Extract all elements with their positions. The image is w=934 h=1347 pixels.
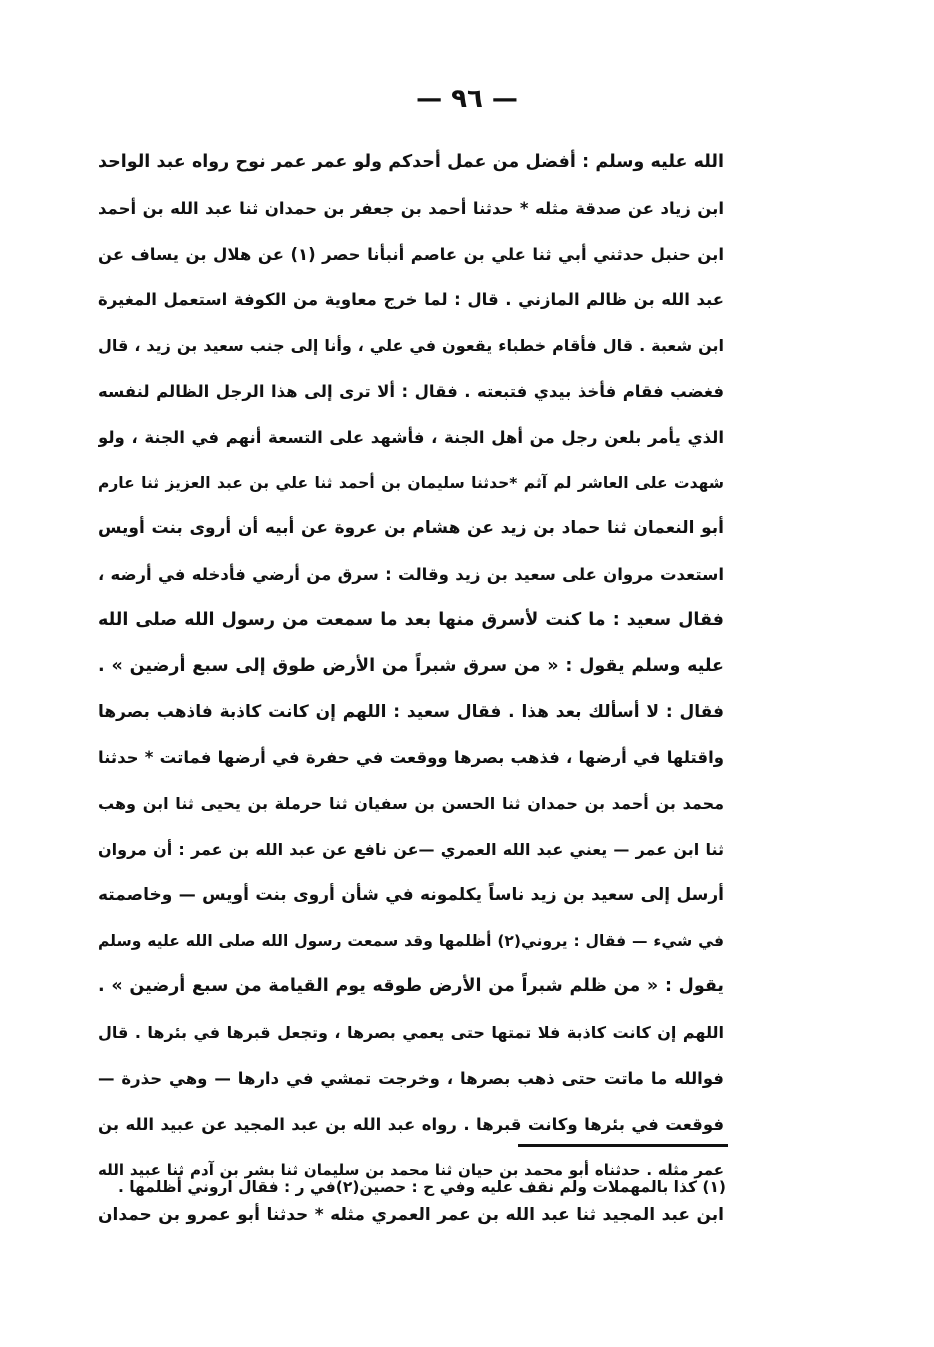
- text-line: أبو النعمان ثنا حماد بن زيد عن هشام بن عروة عن أبيه أن أروى بنت أويس: [98, 518, 724, 539]
- text-line: فوقعت في بئرها وكانت قبرها . رواه عبد الله بن عبد المجيد عن عبيد الله بن: [98, 1114, 724, 1134]
- text-line: عبد الله بن ظالم المازني . قال : لما خرج معاوية من الكوفة استعمل المغيرة: [98, 290, 724, 310]
- page-number: — ٩٦ —: [416, 84, 518, 114]
- text-line: محمد بن أحمد بن حمدان ثنا الحسن بن سفيان ثنا حرملة بن يحيى ثنا ابن وهب: [98, 794, 724, 814]
- text-line: الله عليه وسلم : أفضل من عمل أحدكم ولو عمر عمر نوح رواه عبد الواحد: [98, 152, 724, 172]
- text-line: فقال سعيد : ما كنت لأسرق منها بعد ما سمعت من رسول الله صلى الله: [98, 609, 724, 630]
- text-line: ابن عبد المجيد ثنا عبد الله بن عمر العمري مثله * حدثنا أبو عمرو بن حمدان: [98, 1205, 724, 1226]
- text-line: فقال : لا أسألك بعد هذا . فقال سعيد : اللهم إن كانت كاذبة فاذهب بصرها: [98, 701, 724, 722]
- text-line: استعدت مروان على سعيد بن زيد وقالت : سرق من أرضي فأدخله في أرضه ،: [98, 565, 724, 585]
- text-line: ابن زياد عن صدقة مثله * حدثنا أحمد بن جعفر بن حمدان ثنا عبد الله بن أحمد: [98, 198, 724, 218]
- text-line: واقتلها في أرضها ، فذهب بصرها ووقعت في حفرة في أرضها فماتت * حدثنا: [98, 748, 724, 768]
- text-line: يقول : « من ظلم شبراً من الأرض طوقه يوم القيامة من سبع أرضين » .: [98, 976, 724, 997]
- text-line: ثنا ابن عمر — يعني عبد الله العمري —عن نافع عن عبد الله بن عمر : أن مروان: [98, 839, 724, 859]
- footnote: (١) كذا بالمهملات ولم نقف عليه وفي ح : حصين(٢)في ر : فقال اروني أظلمها .: [117, 1178, 726, 1196]
- text-line: أرسل إلى سعيد بن زيد ناساً يكلمونه في شأن أروى بنت أويس — وخاصمته: [98, 884, 724, 905]
- text-line: فغضب فقام فأخذ بيدي فتبعته . فقال : ألا ترى إلى هذا الرجل الظالم لنفسه: [98, 381, 724, 401]
- body-text: [98, 140, 724, 1239]
- text-line: في شيء — فقال : يروني(٢) أظلمها وقد سمعت رسول الله صلى الله عليه وسلم: [98, 931, 724, 950]
- text-line: عمر مثله . حدثناه أبو محمد بن حيان ثنا محمد بن سليمان ثنا بشر بن آدم ثنا عبيد الله: [98, 1160, 724, 1179]
- text-line: الذي يأمر بلعن رجل من أهل الجنة ، فأشهد على التسعة أنهم في الجنة ، ولو: [98, 427, 724, 447]
- text-line: ابن شعبة . قال فأقام خطباء يقعون في علي ، وأنا إلى جنب سعيد بن زيد ، قال: [98, 336, 724, 356]
- text-line: عليه وسلم يقول : « من سرق شبراً من الأرض طوق إلى سبع أرضين » .: [98, 655, 724, 676]
- text-line: اللهم إن كانت كاذبة فلا تمتها حتى يعمي بصرها ، وتجعل قبرها في بئرها . قال: [98, 1023, 724, 1043]
- text-line: فوالله ما ماتت حتى ذهب بصرها ، وخرجت تمشي في دارها — وهي حذرة —: [98, 1068, 724, 1088]
- footnote-divider: [518, 1144, 728, 1147]
- text-line: شهدت على العاشر لم آثم *حدثنا سليمان بن أحمد ثنا علي بن عبد العزيز ثنا عارم: [98, 473, 724, 492]
- text-line: ابن حنبل حدثني أبي ثنا علي بن عاصم أنبأنا حصر (١) عن هلال بن يساف عن: [98, 244, 724, 264]
